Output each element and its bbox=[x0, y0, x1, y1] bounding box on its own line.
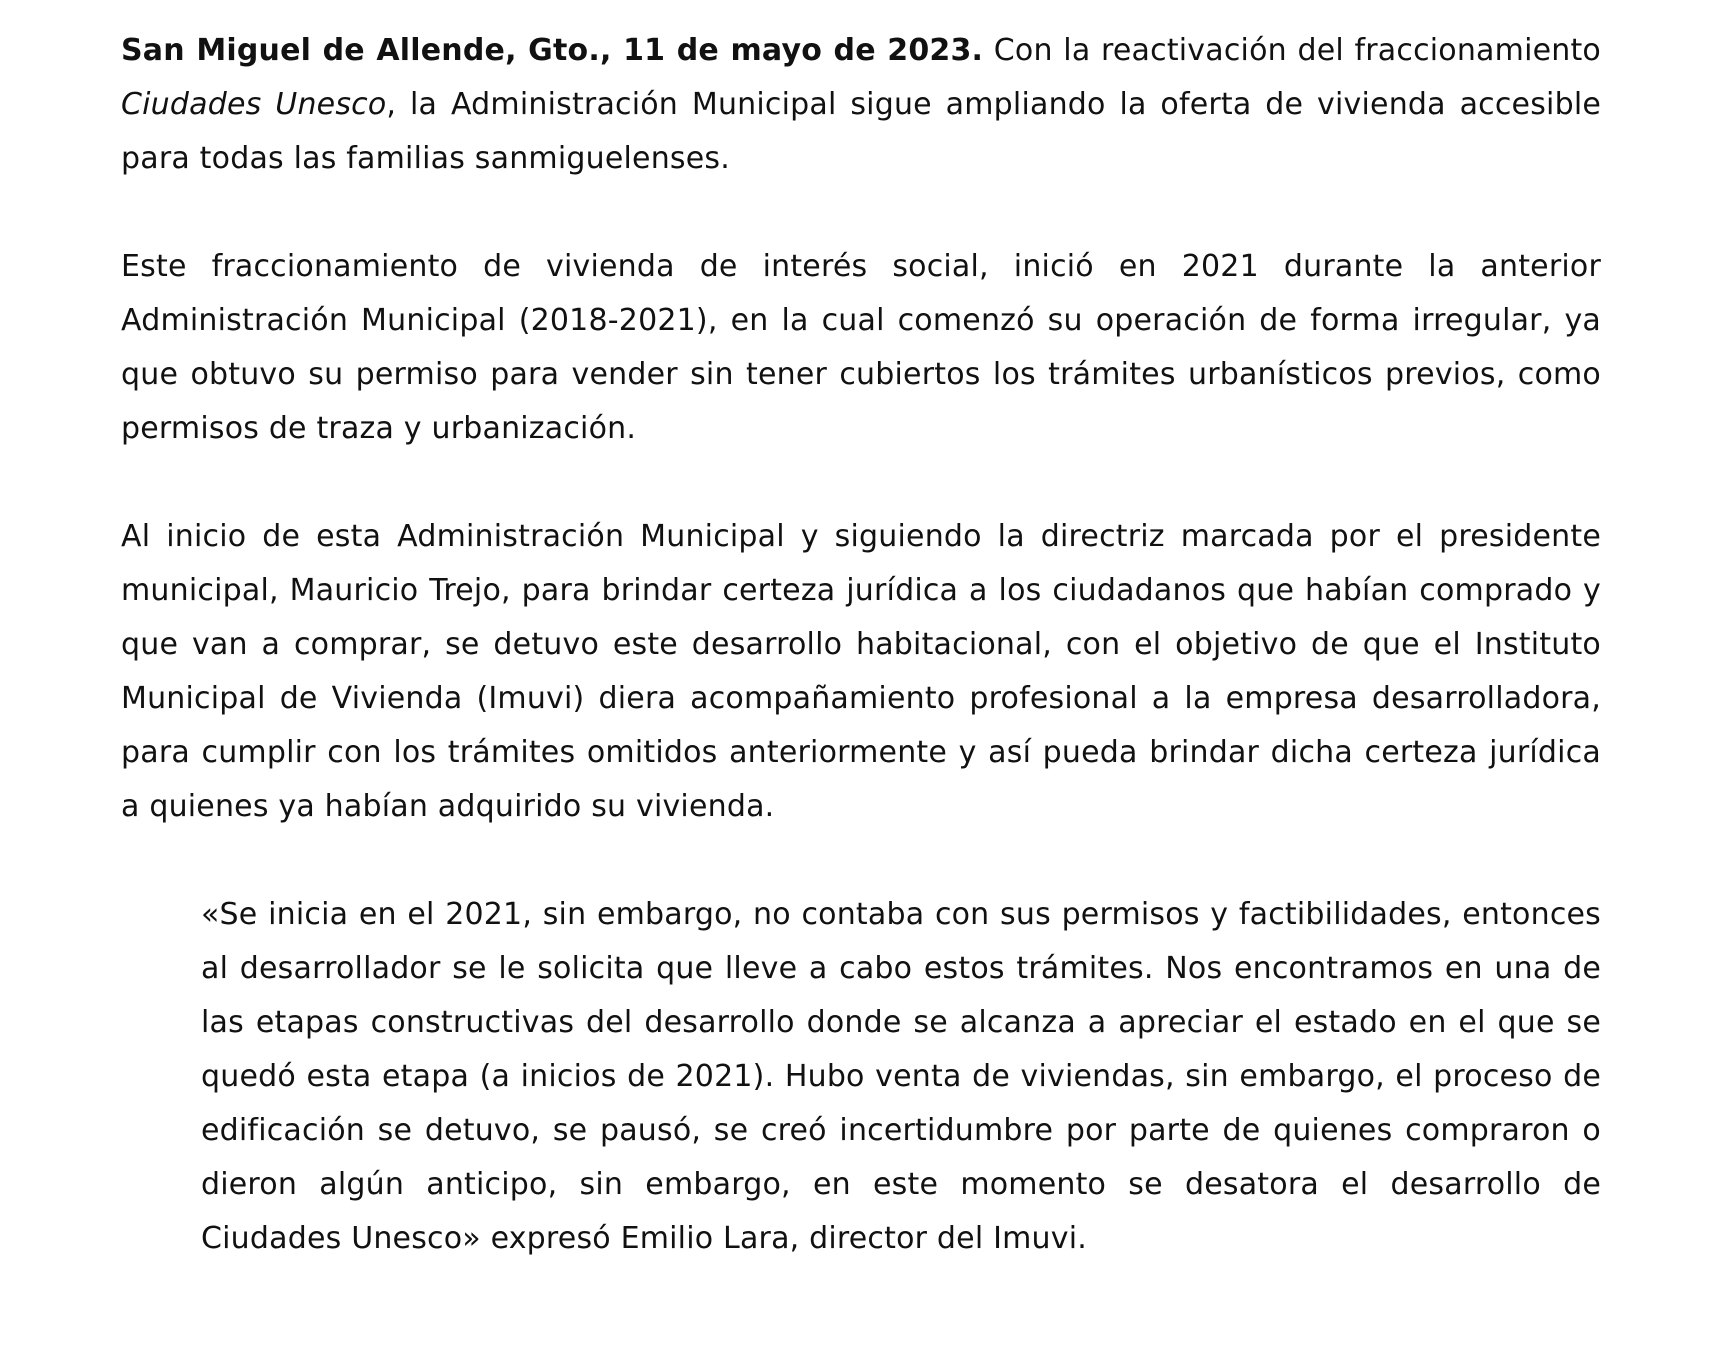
director-quote: «Se inicia en el 2021, sin embargo, no contaba con sus permisos y factibilidades, entonces al desarrollador se le solicita que lleve a cabo estos trámites. Nos encontramos en una de las etapas constructivas del desarrollo donde se alcanza a apreciar el estado en el que se quedó esta etapa (a inicios de 2021). Hubo venta de viviendas, sin embargo, el proceso de edificación se detuvo, se pausó, se creó incertidumbre por parte de quienes compraron o dieron algún anticipo, sin embargo, en este momento se desatora el desarrollo de Ciudades Unesco» expresó Emilio Lara, director del Imuvi. bbox=[201, 897, 1601, 1256]
development-name: Ciudades Unesco bbox=[121, 87, 387, 122]
intro-text-start: Con la reactivación del fraccionamiento bbox=[983, 33, 1601, 68]
administration-paragraph: Al inicio de esta Administración Municipal y siguiendo la directriz marcada por el presidente municipal, Mauricio Trejo, para brindar certeza jurídica a los ciudadanos que habían comprado y que van a comprar, se detuvo este desarrollo habitacional, con el objetivo de que el Instituto Municipal de Vivienda (Imuvi) diera acompañamiento profesional a la empresa desarrolladora, para cumplir con los trámites omitidos anteriormente y así pueda brindar dicha certeza jurídica a quienes ya habían adquirido su vivienda. bbox=[121, 519, 1601, 824]
document-body bbox=[121, 24, 1601, 1266]
intro-paragraph bbox=[121, 24, 1601, 186]
background-paragraph: Este fraccionamiento de vivienda de interés social, inició en 2021 durante la anterior Administración Municipal (2018-2021), en la cual comenzó su operación de forma irregular, ya que obtuvo su permiso para vender sin tener cubiertos los trámites urbanísticos previos, como permisos de traza y urbanización. bbox=[121, 249, 1601, 446]
dateline: San Miguel de Allende, Gto., 11 de mayo de 2023. bbox=[121, 33, 984, 68]
intro-text-end: , la Administración Municipal sigue ampliando la oferta de vivienda accesible para todas las familias sanmiguelenses. bbox=[121, 87, 1602, 176]
